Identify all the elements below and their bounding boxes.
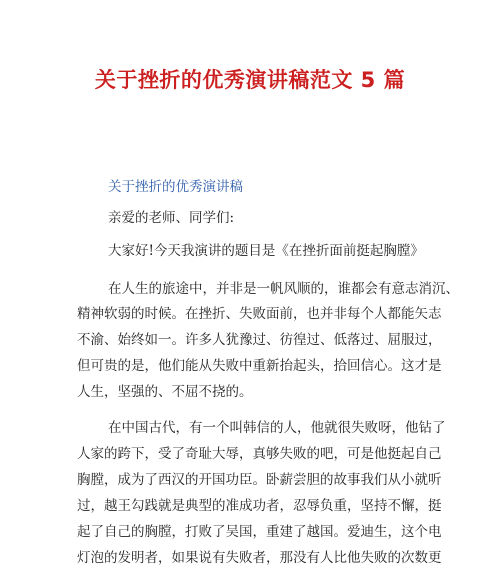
paragraph-line: 在人生的旅途中，并非是一帆风顺的，谁都会有意志消沉、 <box>108 281 459 297</box>
paragraph-line: 精神软弱的时候。在挫折、失败面前，也并非每个人都能矢志 <box>77 306 442 322</box>
paragraph-line: 人家的跨下，受了奇耻大辱，真够失败的吧，可是他挺起自己 <box>77 446 442 462</box>
paragraph-line: 不渝、始终如一。许多人犹豫过、彷徨过、低落过、屈服过， <box>77 332 442 348</box>
paragraph-line: 在中国古代，有一个叫韩信的人，他就很失败呀，他钻了 <box>108 420 446 436</box>
paragraph-line: 胸膛，成为了西汉的开国功臣。卧薪尝胆的故事我们从小就听 <box>77 472 442 488</box>
greeting-line: 大家好!今天我演讲的题目是《在挫折面前挺起胸膛》 <box>108 243 424 259</box>
paragraph-line: 起了自己的胸膛，打败了吴国，重建了越国。爱迪生，这个电 <box>77 524 442 540</box>
salutation-line: 亲爱的老师、同学们: <box>108 210 235 226</box>
paragraph-line: 灯泡的发明者，如果说有失败者，那没有人比他失败的次数更 <box>77 550 442 566</box>
paragraph-line: 人生，坚强的、不屈不挠的。 <box>77 384 253 400</box>
section-heading: 关于挫折的优秀演讲稿 <box>108 179 243 195</box>
document-title: 关于挫折的优秀演讲稿范文 5 篇 <box>94 68 406 92</box>
paragraph-line: 但可贵的是，他们能从失败中重新抬起头，拾回信心。这才是 <box>77 358 442 374</box>
paragraph-line: 过，越王勾践就是典型的准成功者，忍辱负重，坚持不懈，挺 <box>77 498 442 514</box>
